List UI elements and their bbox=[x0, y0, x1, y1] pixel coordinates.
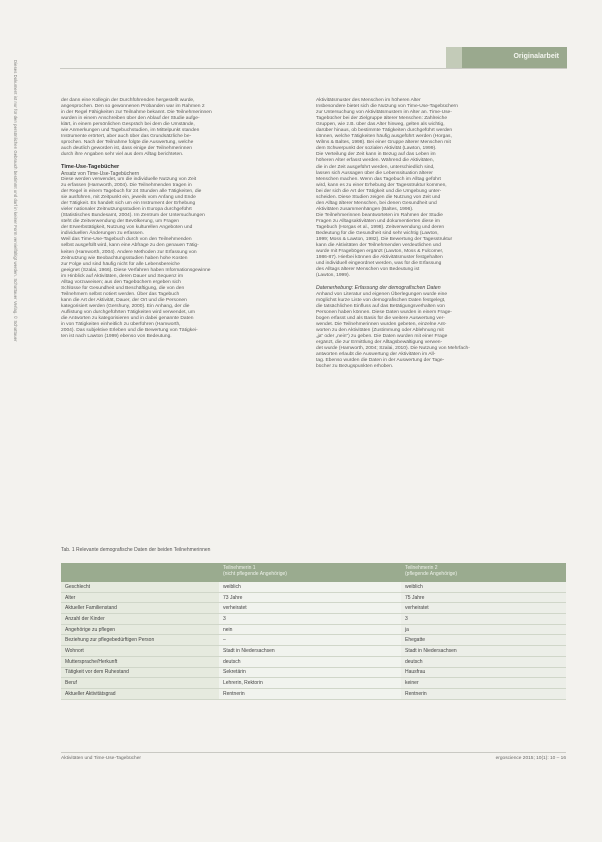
table-cell: keiner bbox=[401, 678, 566, 689]
text-line: und individuell eingeordnet werden, was für die Erfassung bbox=[316, 261, 442, 267]
text-line: wie Anmerkungen und Tagebuchstudien, im Mittelpunkt standen bbox=[61, 128, 200, 134]
table-row bbox=[61, 592, 566, 603]
table-cell: deutsch bbox=[219, 656, 401, 667]
text-line: kategorisiert werden (Gershuny, 2000). Ein Anhang, der die bbox=[61, 303, 190, 309]
text-line: Zeitnutzung wie Beobachtungsstudien haben hohe Kosten bbox=[61, 255, 188, 261]
text-line: bücher zu Bezugspunkten erhoben. bbox=[316, 364, 394, 370]
table-row bbox=[61, 688, 566, 699]
text-line: (Statistisches Bundesamt, 2004). Im Zentrum der Untersuchungen bbox=[61, 213, 205, 219]
row-label: Alter bbox=[61, 592, 219, 603]
left-body bbox=[61, 177, 294, 340]
table-caption: Tab. 1 Relevante demografische Daten der beiden Teilnehmerinnen bbox=[61, 547, 211, 553]
text-line: Aktivitäten zusammenhängen (Baltes, 1996). bbox=[316, 206, 414, 212]
text-line: der Erwerbstätigkeit, Nutzung von kulturellen Angeboten und bbox=[61, 225, 193, 231]
left-column bbox=[61, 98, 294, 340]
copyright-text: Dieses Dokument ist nur für den persönlichen Gebrauch bestimmt und darf in keiner Form vervielfältigt werden. Schattauer Verlag. © Schattauer bbox=[13, 60, 18, 342]
table-cell: weiblich bbox=[401, 582, 566, 592]
text-line: wurde mit Fragebögen ergänzt (Lawton, Moss & Fulcomer, bbox=[316, 249, 444, 255]
section-heading: Time-Use-Tagebücher bbox=[61, 164, 120, 171]
text-line: vieler nationaler Zeitnutzungsstudien in Europa durchgeführt bbox=[61, 207, 192, 213]
row-label: Beruf bbox=[61, 678, 219, 689]
text-line: antworten erlaubt die Auswertung der Aktivitäten im All- bbox=[316, 352, 436, 358]
text-line: det wurde (Hamworth, 2004; Szalai, 2010). Die Nutzung von Mehrfach- bbox=[316, 346, 470, 352]
table-cell: Rentnerin bbox=[401, 688, 566, 699]
text-line: den Alltag älterer Menschen, bei denen Gesundheit und bbox=[316, 200, 437, 206]
text-line: können, welche Tätigkeiten häufig ausgeführt werden (Horgas, bbox=[316, 134, 452, 140]
text-line: 1986-87). Hierbei können die Aktivitätsmuster festgehalten bbox=[316, 255, 443, 261]
table-row bbox=[61, 656, 566, 667]
table-cell: Hausfrau bbox=[401, 667, 566, 678]
text-line: darüber hinaus, ob bestimmte Tätigkeiten durchgeführt werden bbox=[316, 128, 453, 134]
text-line: angesprochen. Den so gewonnenen Probanden war im Rahmen 2 bbox=[61, 104, 205, 110]
text-line: Die Verteilung der Zeit kann in Bezug auf das Leben im bbox=[316, 152, 436, 158]
table-row bbox=[61, 603, 566, 614]
text-line: 1999; Moss & Lawton, 1982). Die Bewertung der Tagesstruktur bbox=[316, 237, 453, 243]
text-line: Schlüsse für Gesundheit und Beschäftigung, die von den bbox=[61, 285, 185, 291]
table-header-row bbox=[61, 563, 566, 582]
text-line: Fragen zu Alltagsaktivitäten und dokumentierten diese im bbox=[316, 218, 440, 224]
table-cell: ja bbox=[401, 624, 566, 635]
row-label: Muttersprache/Herkunft bbox=[61, 656, 219, 667]
table-row bbox=[61, 646, 566, 657]
demographics-table bbox=[61, 563, 566, 700]
row-label: Geschlecht bbox=[61, 582, 219, 592]
table-cell: Stadt in Niedersachsen bbox=[401, 646, 566, 657]
text-line: keiten (Hamworth, 2004). Andere Methoden zur Erfassung von bbox=[61, 249, 197, 255]
text-line: wird, kann es zu einer Erhebung der Tagesstruktur kommen, bbox=[316, 182, 447, 188]
text-line: selbst ausgefüllt wird, kann eine Abfrage zu den genauen Tätig- bbox=[61, 243, 199, 249]
table-cell: 73 Jahre bbox=[219, 592, 401, 603]
table-row bbox=[61, 614, 566, 625]
tab-marker bbox=[446, 47, 462, 69]
row-label: Tätigkeit vor dem Ruhestand bbox=[61, 667, 219, 678]
text-line: ergänzt, die zur Ermittlung der Alltagsbewältigung verwen- bbox=[316, 339, 443, 345]
text-line: steht die Zeitverwendung der Bevölkerung, um Fragen bbox=[61, 219, 179, 225]
footer-citation: ergoscience 2015; 10(1): 10 – 16 bbox=[495, 756, 566, 761]
table-header-cell: Teilnehmerin 1 (nicht pflegende Angehörige) bbox=[219, 563, 401, 582]
text-line: tag. Ebenso wurden die Daten in der Auswertung der Tage- bbox=[316, 358, 445, 364]
text-line: ten ist nach Lawton (1999) ebenso von Bedeutung. bbox=[61, 334, 172, 340]
table-header-cell bbox=[61, 563, 219, 582]
table-cell: 3 bbox=[219, 614, 401, 625]
row-label: Angehörige zu pflegen bbox=[61, 624, 219, 635]
text-line: wurden in einem Anschreiben über den Ablauf der Studie aufge- bbox=[61, 116, 200, 122]
text-line: lassen sich Aussagen über die Lebenssituation älterer bbox=[316, 170, 433, 176]
text-line: wendet. Die Teilnehmerinnen wurden gebeten, einzelne Ant- bbox=[316, 321, 447, 327]
text-line: kann die Aktivitäten der Teilnehmenden verdeutlichen und bbox=[316, 243, 441, 249]
text-line: höheren Alter erfasst werden. Während die Aktivitäten, bbox=[316, 158, 434, 164]
text-line: möglichst kurze Liste von demografischen Daten festgelegt, bbox=[316, 297, 446, 303]
text-line: Teilnehmern selbst notiert werden. Über das Tagebuch bbox=[61, 291, 180, 297]
table-cell: weiblich bbox=[219, 582, 401, 592]
table-cell: Rentnerin bbox=[219, 688, 401, 699]
text-line: klärt, in einem persönlichen Gespräch bei dem die Umstände, bbox=[61, 122, 195, 128]
row-label: Aktueller Aktivitätsgrad bbox=[61, 688, 219, 699]
text-line: (Lawton, 1999). bbox=[316, 273, 350, 279]
text-line: der Regel in einem Tagebuch für 24 Stunden alle Tätigkeiten, die bbox=[61, 189, 202, 195]
text-line: Insbesondere bietet sich die Nutzung von Time-Use-Tagebüchern bbox=[316, 104, 458, 110]
table-cell: Ehegatte bbox=[401, 635, 566, 646]
table-cell: deutsch bbox=[401, 656, 566, 667]
right-bottom bbox=[316, 292, 549, 371]
text-line: sie ausführen, mit Zeitpunkt ein, jeweils vom Anfang und Ende bbox=[61, 195, 196, 201]
table-cell: verheiratet bbox=[401, 603, 566, 614]
header-rule bbox=[60, 68, 567, 69]
table-row bbox=[61, 678, 566, 689]
right-column bbox=[316, 98, 549, 370]
section-tab bbox=[452, 47, 567, 69]
text-line: 2004). Das subjektive Erleben und die Bewertung von Tätigkei- bbox=[61, 328, 198, 334]
table-row bbox=[61, 582, 566, 592]
text-line: im Hinblick auf Aktivitäten, deren Dauer und Sequenz im bbox=[61, 273, 184, 279]
text-line: Anhand von Literatur und eigenen Überlegungen wurde eine bbox=[316, 291, 448, 297]
text-line: individuellen Änderungen zu erfassen. bbox=[61, 231, 144, 237]
text-line: Die Teilnehmerinnen beantworteten im Rahmen der Studie bbox=[316, 212, 443, 218]
text-line: Tagebücher bei der Zielgruppe älterer Menschen: Zahlreiche bbox=[316, 116, 448, 122]
text-line: zur Folge und sind häufig nicht für alle Lebensbereiche bbox=[61, 261, 180, 267]
table-cell: Lehrerin, Rektorin bbox=[219, 678, 401, 689]
table-cell: Sekretärin bbox=[219, 667, 401, 678]
text-line: die tatsächlichen Einfluss auf das Betätigungsverhalten von bbox=[316, 303, 445, 309]
copyright-side-note bbox=[4, 60, 18, 760]
text-line: Auflistung von durchgeführten Tätigkeiten wird verwendet, um bbox=[61, 310, 195, 315]
text-line: der Tätigkeit. Es handelt sich um ein Instrument der Erhebung bbox=[61, 201, 196, 207]
table-row bbox=[61, 635, 566, 646]
text-line: bogen erfasst und als Basis für die weitere Auswertung ver- bbox=[316, 315, 445, 321]
text-line: geeignet (Szalai, 1966). Diese Verfahren haben Informationsgewinne bbox=[61, 267, 211, 273]
text-line: scheiden. Diese Studien zeigen die Nutzung von Zeit und bbox=[316, 194, 441, 200]
section-subheading: Ansatz von Time-Use-Tagebüchern bbox=[61, 170, 140, 177]
text-line: „ja“ oder „nein“) zu geben. Die Daten wurden mit einer Frage bbox=[316, 333, 448, 339]
table-cell: 3 bbox=[401, 614, 566, 625]
text-line: sprochen. Nach der Teilnahme folgte die Auswertung, welche bbox=[61, 140, 194, 146]
table-header-cell: Teilnehmerin 2 (pflegende Angehörige) bbox=[401, 563, 566, 582]
text-line: worten zu den Aktivitäten (Zustimmung oder Ablehnung mit bbox=[316, 327, 444, 333]
left-intro bbox=[61, 98, 294, 158]
text-line: zur Untersuchung von Aktivitätsmustern im Alter an. Time-Use- bbox=[316, 110, 452, 116]
row-label: Anzahl der Kinder bbox=[61, 614, 219, 625]
text-line: Gruppen, wie z.B. über das Alter hinweg, gelten als wichtig, bbox=[316, 122, 445, 128]
text-line: zu erfassen (Hamworth, 2004). Die Teilnehmenden tragen in bbox=[61, 183, 192, 189]
table-row bbox=[61, 667, 566, 678]
text-line: Diese werden verwendet, um die individuelle Nutzung von Zeit bbox=[61, 176, 197, 182]
text-line: die Antworten zu kategorisieren und in dabei genannte Daten bbox=[61, 316, 194, 322]
text-line: Personen haben können. Diese Daten wurden in einem Frage- bbox=[316, 309, 452, 315]
right-top bbox=[316, 98, 549, 279]
text-line: Aktivitätsmuster des Menschen im höheren Alter bbox=[316, 98, 421, 103]
text-line: die in der Zeit ausgeführt werden, unterschiedlich sind, bbox=[316, 164, 435, 170]
text-line: Wilms & Baltes, 1998). Bei einer Gruppe älterer Menschen mit bbox=[316, 140, 451, 146]
text-line: durch ihre Angaben sehr viel aus dem Alltag berichteten. bbox=[61, 152, 184, 158]
row-label: Aktueller Familienstand bbox=[61, 603, 219, 614]
page-footer bbox=[61, 752, 566, 763]
text-line: auch deutlich geworden ist, dass einige der Teilnehmerinnen bbox=[61, 146, 192, 152]
subsection-heading: Datenerhebung: Erfassung der demografischen Daten bbox=[316, 285, 441, 292]
text-line: des Alltags älterer Menschen von Bedeutung ist bbox=[316, 267, 420, 273]
text-line: dem Schwerpunkt der sozialen Aktivität (Lawton, 1999). bbox=[316, 146, 437, 152]
footer-title: Aktivitäten und Time-Use-Tagebücher bbox=[61, 756, 141, 761]
text-line: kann die Art der Aktivität, Dauer, der Ort und die Personen bbox=[61, 297, 187, 303]
row-label: Wohnort bbox=[61, 646, 219, 657]
table-cell: Stadt in Niedersachsen bbox=[219, 646, 401, 657]
text-line: in der Regel Fähigkeiten zur Teilnahme bekannt. Die Teilnehmerinnen bbox=[61, 110, 212, 116]
table-row bbox=[61, 624, 566, 635]
text-line: Tagebuch (Horgas et al., 1998). Zeitverwendung und deren bbox=[316, 224, 445, 230]
text-line: Menschen machen. Wenn das Tagebuch im Alltag geführt bbox=[316, 176, 441, 182]
row-label: Beziehung zur pflegebedürftigen Person bbox=[61, 635, 219, 646]
text-line: in von Tätigkeiten einheitlich zu überführen (Hamworth, bbox=[61, 322, 181, 328]
table-cell: nein bbox=[219, 624, 401, 635]
table-cell: 75 Jahre bbox=[401, 592, 566, 603]
text-line: der dann eine Kollegin der Durchführenden hergestellt wurde, bbox=[61, 98, 195, 103]
table-cell: verheiratet bbox=[219, 603, 401, 614]
text-line: bei der sich die Art der Tätigkeit und die Umgebung unter- bbox=[316, 188, 442, 194]
text-line: Bedeutung für die Gesundheit sind sehr wichtig (Lawton, bbox=[316, 231, 439, 237]
section-tab-label: Originalarbeit bbox=[513, 53, 559, 60]
text-line: Weil das Time-Use-Tagebuch durch von den Teilnehmenden bbox=[61, 237, 192, 243]
text-line: Instrumente erörtert, aber auch über das Grundsätzliche be- bbox=[61, 134, 192, 140]
text-line: Alltag vorzuweisen; aus den Tagebüchern ergeben sich bbox=[61, 279, 181, 285]
table-cell: – bbox=[219, 635, 401, 646]
